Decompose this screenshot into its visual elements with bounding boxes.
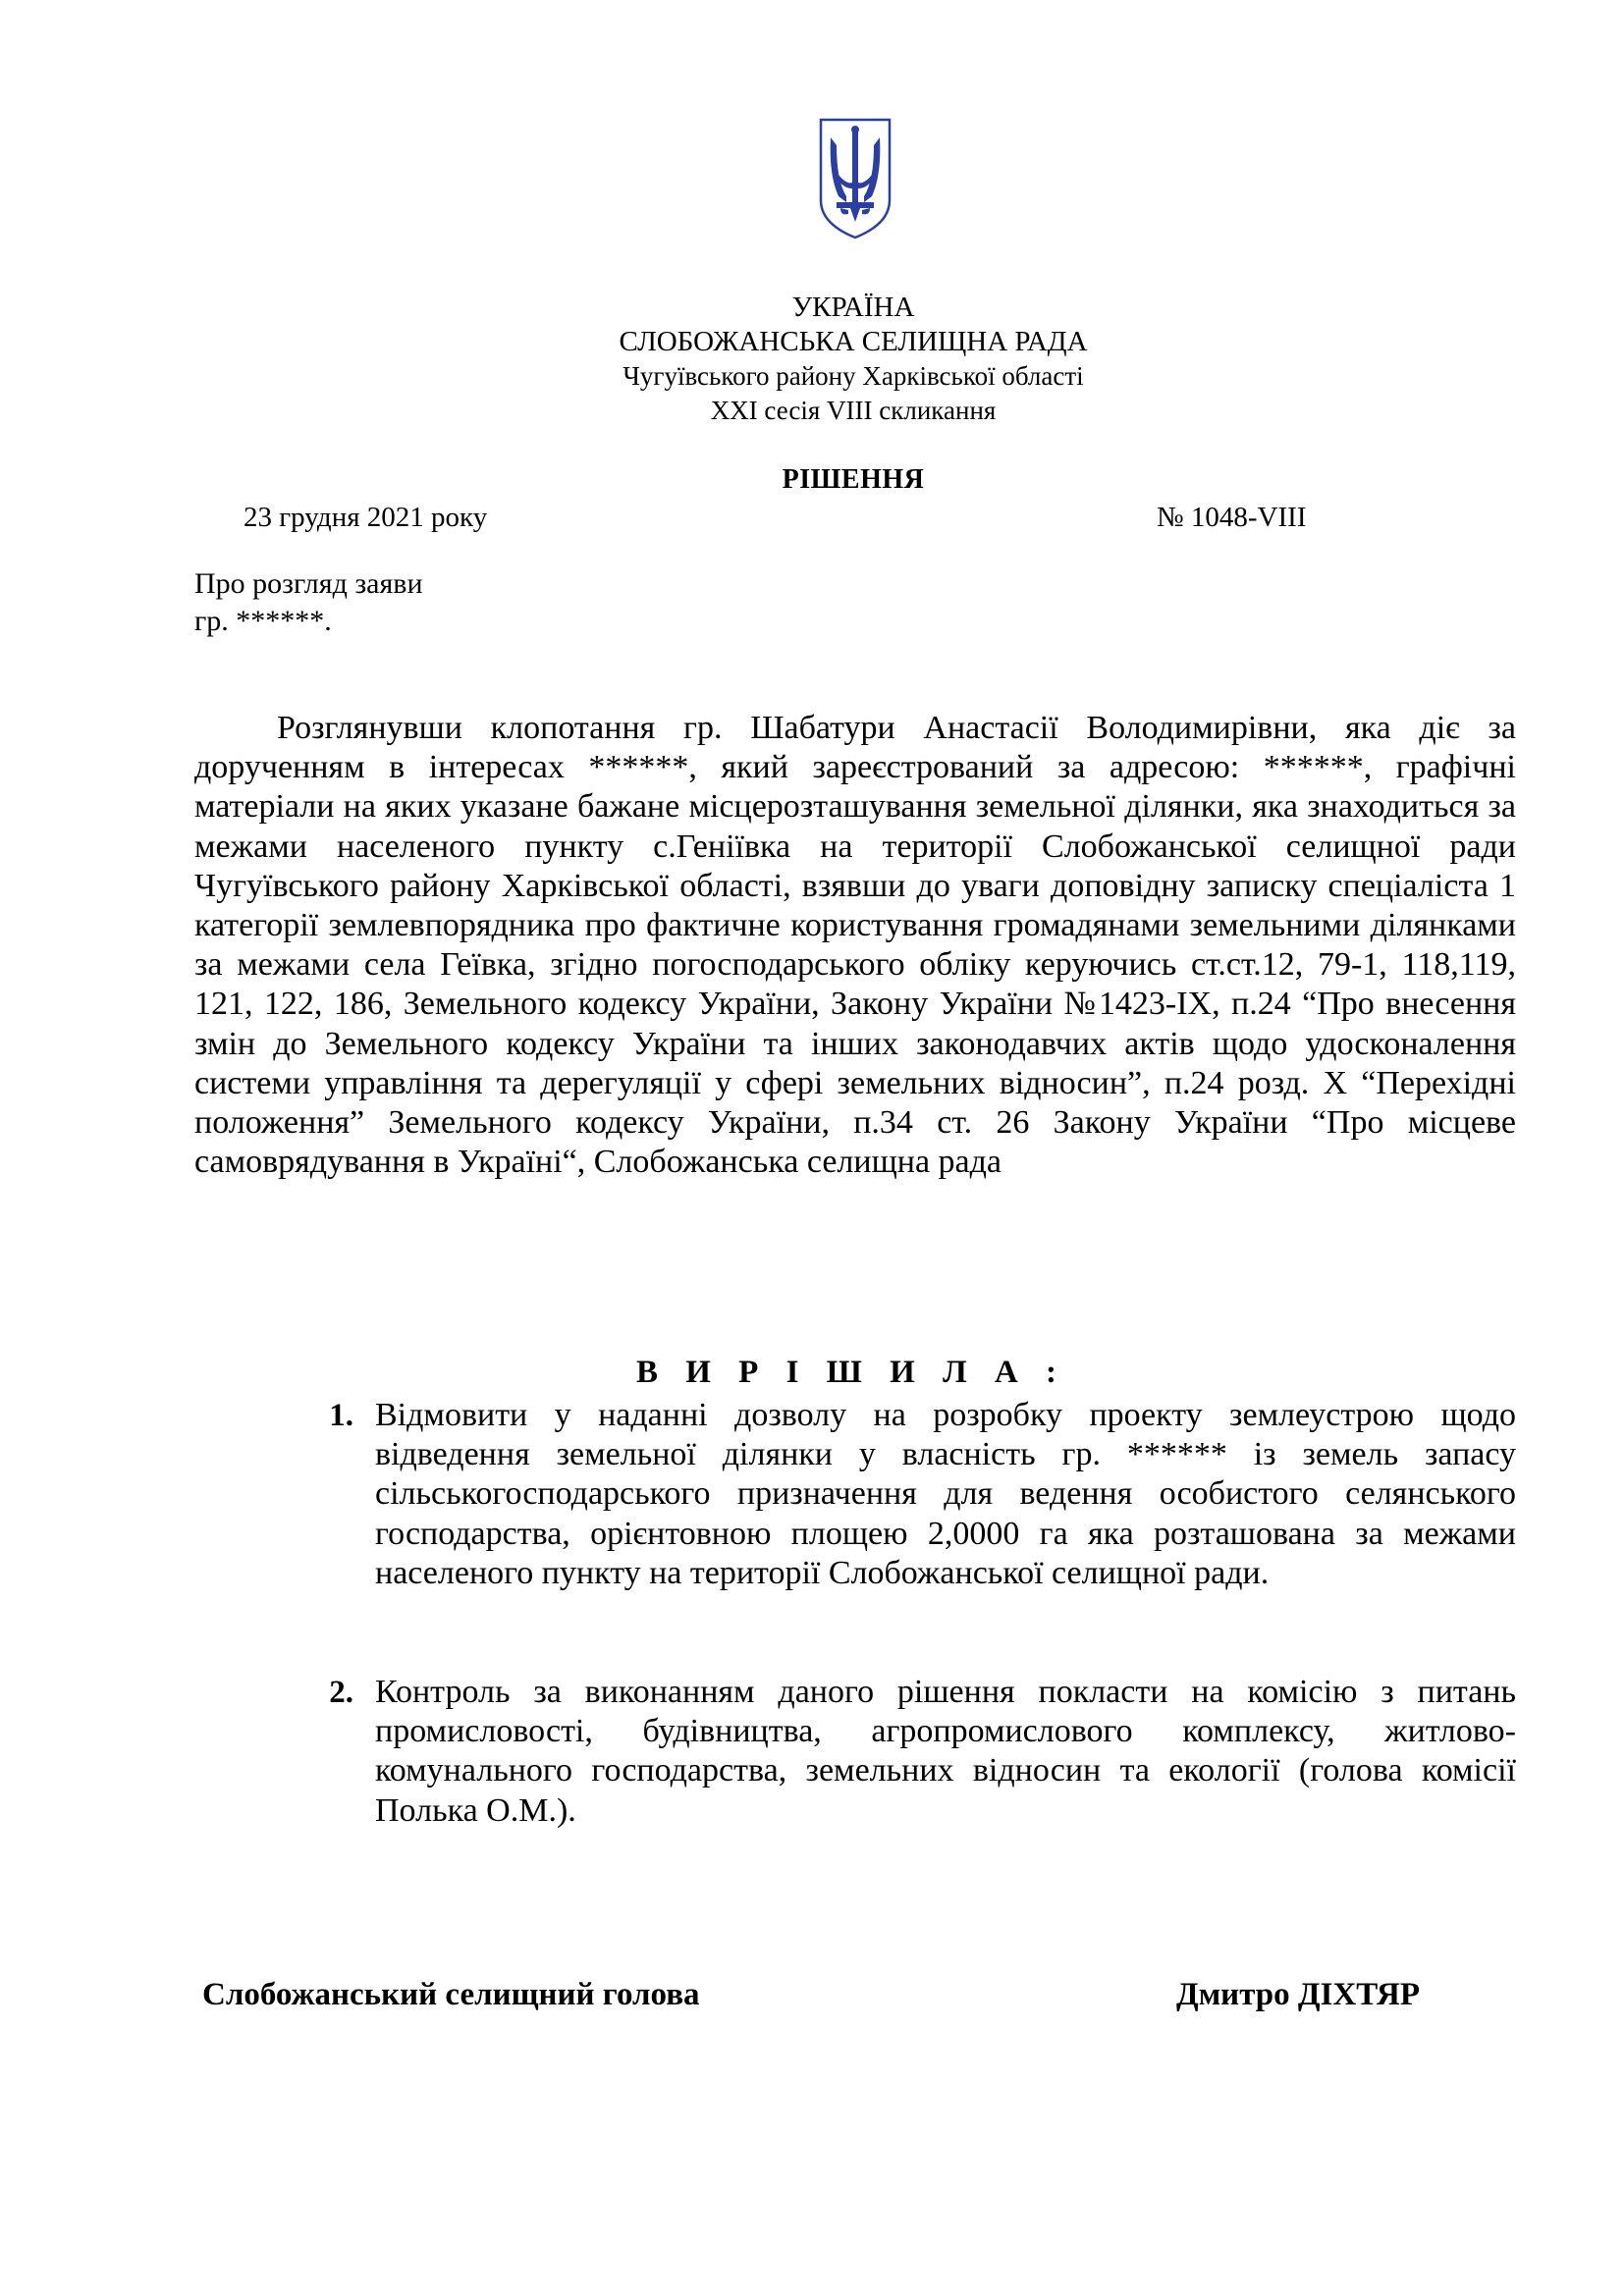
country-name: УКРАЇНА <box>791 292 915 323</box>
signature-position: Слобожанський селищний голова <box>202 1977 700 2012</box>
item-number-2: 2. <box>329 1675 353 1710</box>
council-name: СЛОБОЖАНСЬКА СЕЛИЩНА РАДА <box>619 326 1088 357</box>
signature-name: Дмитро ДІХТЯР <box>1176 1977 1421 2012</box>
subject-line-1: Про розгляд заяви <box>194 567 423 600</box>
decision-date: 23 грудня 2021 року <box>244 502 488 533</box>
item-text-2: Контроль за виконанням даного рішення покласти на комісію з питань промисловості, будівництва, агропромислового комплексу, житлово-комунального господарства, земельних відносин та екології (голова комісії Полька О.М.). <box>375 1674 1516 1829</box>
district-name: Чугуївського району Харківської області <box>623 361 1084 391</box>
coat-of-arms-icon <box>817 116 893 241</box>
decision-number: № 1048-VIII <box>1157 502 1307 533</box>
session-info: XXI сесія VIII скликання <box>710 396 997 425</box>
item-text-1: Відмовити у наданні дозволу на розробку проекту землеустрою щодо відведення земельної ділянки у власність гр. ****** із земель запасу сільськогосподарського призначення для ведення особистого селянського господарства, орієнтовною площею 2,0000 га яка розташована за межами населеного пункту на території Слобожанської селищної ради. <box>375 1397 1516 1591</box>
subject-line-2: гр. ******. <box>194 605 332 637</box>
preamble-paragraph: Розглянувши клопотання гр. Шабатури Анастасії Володимирівни, яка діє за дорученням в інтересах ******, який зареєстрований за адресою: ******, графічні матеріали на яких указане бажане місцерозташування земельної ділянки, яка знаходиться за межами населеного пункту с.Геніївка на території Слобожанської селищної ради Чугуївського району Харківської області, взявши до уваги доповідну записку спеціаліста 1 категорії землевпорядника про фактичне користування громадянами земельними ділянками за межами села Геївка, згідно погосподарського обліку керуючись ст.ст.12, 79-1, 118,119, 121, 122, 186, Земельного кодексу України, Закону України №1423-IX, п.24 “Про внесення змін до Земельного кодексу України та інших законодавчих актів щодо удосконалення системи управління та дерегуляції у сфері земельних відносин”, п.24 розд. Х “Перехідні положення” Земельного кодексу України, п.34 ст. 26 Закону України “Про місцеве самоврядування в Україні“, Слобожанська селищна рада <box>194 710 1516 1181</box>
decided-heading: В И Р І Ш И Л А : <box>636 1355 1066 1390</box>
subject-block <box>194 565 423 640</box>
document-type: РІШЕННЯ <box>782 464 925 495</box>
item-number-1: 1. <box>329 1398 353 1433</box>
